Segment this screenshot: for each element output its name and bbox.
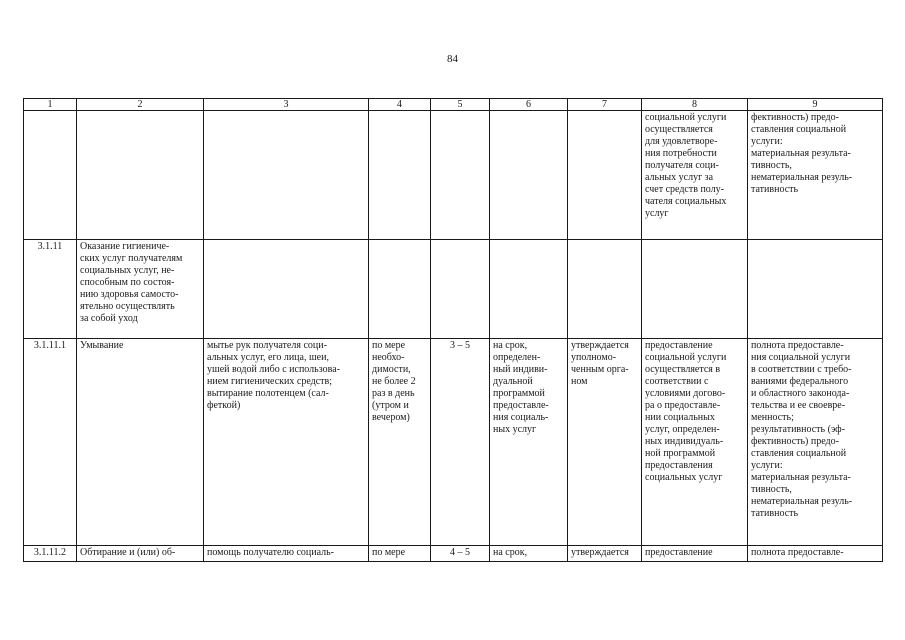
table-row [24,339,883,546]
quality-indicators-cell [748,240,883,339]
page-number: 84 [447,53,458,65]
duration-cell [431,111,490,240]
quality-indicators-cell: полнота предоставле- [748,546,883,562]
conditions-cell: предоставление [642,546,748,562]
column-header: 3 [204,99,369,111]
tariff-cell: утверждается уполномо- ченным орга- ном [568,339,642,546]
tariff-cell [568,111,642,240]
row-number-cell: 3.1.11.1 [24,339,77,546]
table-row [24,240,883,339]
table-header-row [24,99,883,111]
column-header: 6 [490,99,568,111]
conditions-cell [642,240,748,339]
column-header: 5 [431,99,490,111]
frequency-cell [369,111,431,240]
term-cell [490,240,568,339]
frequency-cell: по мере [369,546,431,562]
service-description-cell [204,111,369,240]
row-number-cell: 3.1.11.2 [24,546,77,562]
duration-cell: 4 – 5 [431,546,490,562]
row-number-cell [24,111,77,240]
term-cell: на срок, [490,546,568,562]
services-table [23,98,883,562]
quality-indicators-cell: фективность) предо- ставления социальной услуги: материальная результа- тивность, нематериальная резуль- тативность [748,111,883,240]
service-name-cell [77,111,204,240]
service-description-cell [204,240,369,339]
table-row [24,111,883,240]
conditions-cell: социальной услуги осуществляется для удовлетворе- ния потребности получателя соци- альных услуг за счет средств полу- чателя социальных услуг [642,111,748,240]
frequency-cell: по мере необхо- димости, не более 2 раз в день (утром и вечером) [369,339,431,546]
table-row [24,546,883,562]
column-header: 8 [642,99,748,111]
tariff-cell: утверждается [568,546,642,562]
column-header: 2 [77,99,204,111]
term-cell [490,111,568,240]
conditions-cell: предоставление социальной услуги осуществляется в соответствии с условиями догово- ра о предоставле- нии социальных услуг, определен- ных индивидуаль- ной программой предоставления социальных услуг [642,339,748,546]
term-cell: на срок, определен- ный индиви- дуальной программой предоставле- ния социаль- ных услуг [490,339,568,546]
frequency-cell [369,240,431,339]
service-name-cell: Оказание гигиениче- ских услуг получателям социальных услуг, не- способным по состоя- нию здоровья самосто- ятельно осуществлять за собой уход [77,240,204,339]
quality-indicators-cell: полнота предоставле- ния социальной услуги в соответствии с требо- ваниями федерального и областного законода- тельства и ее своевре- менность; результативность (эф- фективность) предо- ставления социальной услуги: материальная результа- тивность, нематериальная резуль- тативность [748,339,883,546]
duration-cell: 3 – 5 [431,339,490,546]
duration-cell [431,240,490,339]
column-header: 7 [568,99,642,111]
column-header: 1 [24,99,77,111]
service-name-cell: Умывание [77,339,204,546]
row-number-cell: 3.1.11 [24,240,77,339]
service-description-cell: мытье рук получателя соци- альных услуг, его лица, шеи, ушей водой либо с использова- нием гигиенических средств; вытирание полотенцем (сал- феткой) [204,339,369,546]
tariff-cell [568,240,642,339]
column-header: 9 [748,99,883,111]
column-header: 4 [369,99,431,111]
service-description-cell: помощь получателю социаль- [204,546,369,562]
service-name-cell: Обтирание и (или) об- [77,546,204,562]
